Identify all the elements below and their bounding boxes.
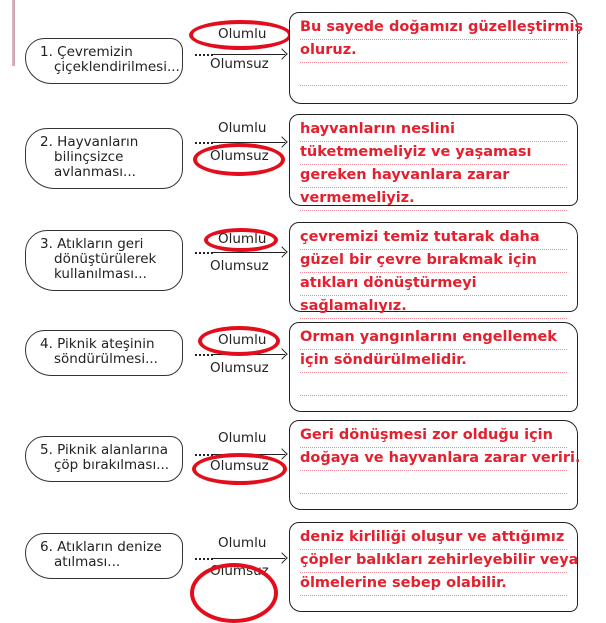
answer-line: güzel bir çevre bırakmak için (300, 250, 567, 273)
connector-dots (195, 142, 213, 144)
option-negative[interactable]: Olumsuz (210, 56, 269, 72)
worksheet-item-1 (0, 10, 606, 110)
worksheet-item-3 (0, 216, 606, 316)
prompt-line: 4. Piknik ateşinin (40, 336, 155, 352)
worksheet-item-4 (0, 316, 606, 416)
answer-line: Bu sayede doğamızı güzelleştirmiş (300, 17, 567, 40)
prompt-line: 3. Atıkların geri (40, 236, 144, 252)
selection-circle (192, 453, 287, 485)
prompt-bubble (25, 230, 183, 291)
prompt-bubble (25, 38, 183, 84)
prompt-line: 1. Çevremizin (40, 44, 133, 60)
connector-dots (195, 558, 213, 560)
prompt-line: söndürülmesi... (54, 351, 158, 367)
prompt-line: çöp bırakılması... (54, 457, 170, 473)
selection-circle (204, 228, 278, 252)
prompt-bubble (25, 436, 183, 482)
prompt-line: 5. Piknik alanlarına (40, 442, 169, 458)
worksheet-item-6 (0, 515, 606, 622)
answer-box[interactable] (289, 222, 578, 312)
option-positive[interactable]: Olumlu (218, 332, 267, 348)
answer-box[interactable] (289, 114, 578, 206)
prompt-line: bilinçsizce (54, 149, 124, 165)
arrow-head-icon (276, 48, 287, 59)
option-positive[interactable]: Olumlu (218, 26, 267, 42)
selection-circle (189, 20, 292, 50)
answer-line: Orman yangınlarını engellemek (300, 327, 567, 350)
answer-line: atıkları dönüştürmeyi (300, 273, 567, 296)
answer-line (300, 373, 567, 396)
answer-line: çöpler balıkları zehirleyebilir veya (300, 550, 567, 573)
answer-line: hayvanların neslini (300, 119, 567, 142)
answer-line: Geri dönüşmesi zor olduğu için (300, 425, 567, 448)
option-negative[interactable]: Olumsuz (210, 360, 269, 376)
answer-box[interactable] (289, 322, 578, 412)
option-negative[interactable]: Olumsuz (210, 148, 269, 164)
arrow-head-icon (276, 136, 287, 147)
connector-arrow (213, 54, 285, 55)
worksheet-item-2 (0, 110, 606, 210)
prompt-line: kullanılması... (54, 266, 147, 282)
answer-line: çevremizi temiz tutarak daha (300, 227, 567, 250)
connector-arrow (213, 252, 285, 253)
prompt-bubble (25, 128, 183, 189)
option-positive[interactable]: Olumlu (218, 535, 267, 551)
option-negative[interactable]: Olumsuz (210, 458, 269, 474)
option-positive[interactable]: Olumlu (218, 430, 267, 446)
answer-line: sağlamalıyız. (300, 296, 567, 319)
connector-arrow (213, 558, 285, 559)
prompt-line: dönüştürülerek (54, 251, 157, 267)
connector-dots (195, 252, 213, 254)
answer-line: için söndürülmelidir. (300, 350, 567, 373)
option-negative[interactable]: Olumsuz (210, 563, 269, 579)
answer-line (300, 471, 567, 494)
answer-line (300, 63, 567, 86)
answer-line: oluruz. (300, 40, 567, 63)
prompt-bubble (25, 533, 183, 579)
answer-line: ölmelerine sebep olabilir. (300, 573, 567, 596)
arrow-head-icon (276, 246, 287, 257)
prompt-line: çiçeklendirilmesi... (54, 59, 180, 75)
arrow-head-icon (276, 348, 287, 359)
prompt-line: 2. Hayvanların (40, 134, 139, 150)
prompt-line: atılması... (54, 554, 121, 570)
option-negative[interactable]: Olumsuz (210, 258, 269, 274)
arrow-head-icon (276, 448, 287, 459)
prompt-line: avlanması... (54, 164, 136, 180)
answer-line: gereken hayvanlara zarar (300, 165, 567, 188)
prompt-bubble (25, 330, 183, 376)
option-positive[interactable]: Olumlu (218, 231, 267, 247)
answer-box[interactable] (289, 420, 581, 510)
worksheet-item-5 (0, 420, 606, 520)
answer-line: tüketmemeliyiz ve yaşaması (300, 142, 567, 165)
prompt-line: 6. Atıkların denize (40, 539, 162, 555)
selection-circle (190, 563, 278, 623)
answer-line: doğaya ve hayvanlara zarar veriri. (300, 448, 567, 471)
answer-box[interactable] (289, 522, 578, 612)
arrow-head-icon (276, 552, 287, 563)
answer-line: deniz kirliliği oluşur ve attığımız (300, 527, 567, 550)
selection-circle (198, 326, 280, 356)
selection-circle (193, 143, 285, 176)
answer-line: vermemeliyiz. (300, 188, 567, 211)
connector-dots (195, 354, 213, 356)
option-positive[interactable]: Olumlu (218, 120, 267, 136)
answer-box[interactable] (289, 12, 584, 104)
